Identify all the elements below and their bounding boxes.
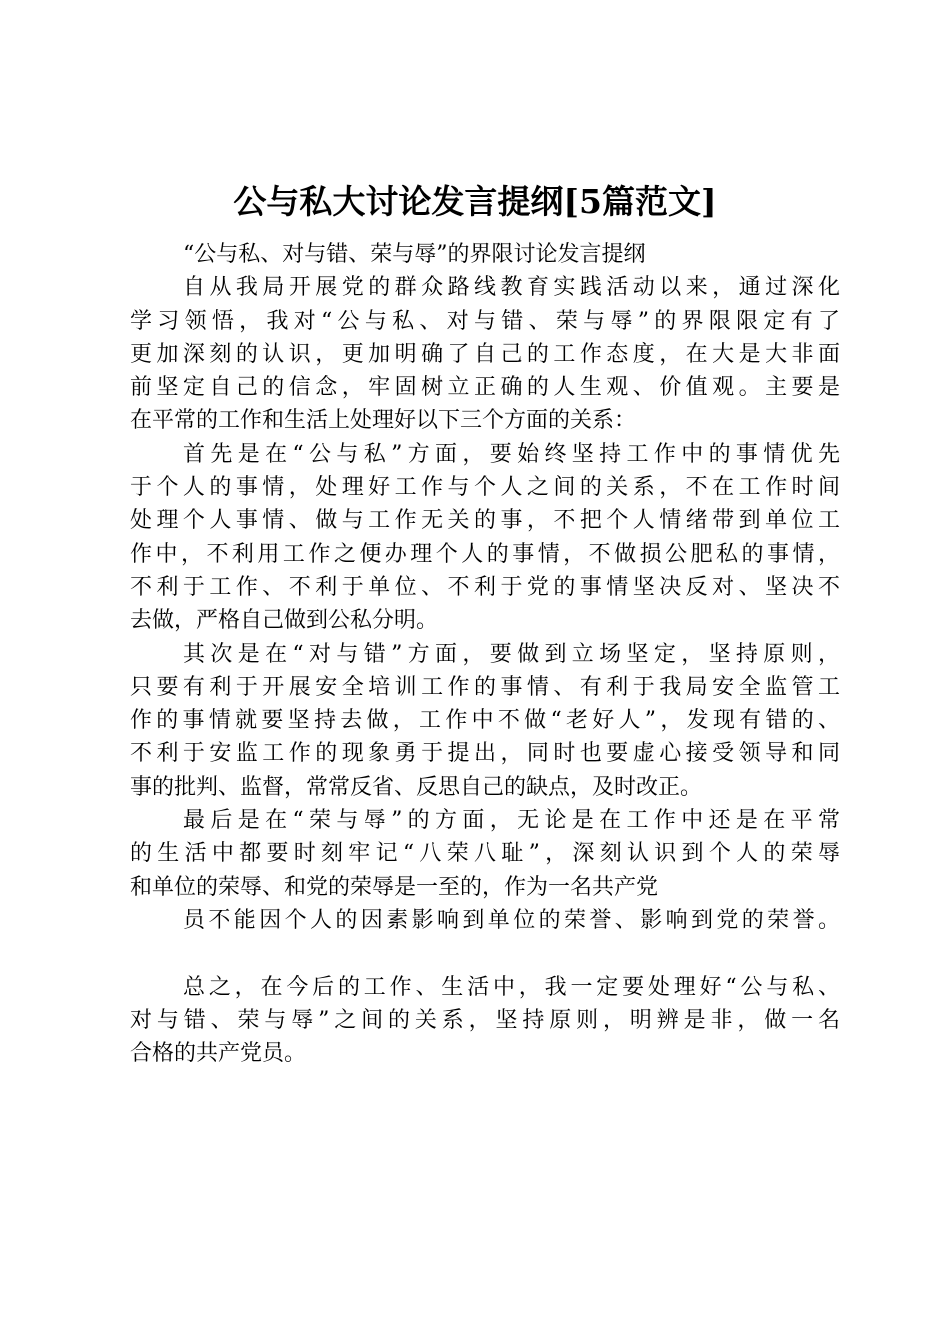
paragraph-line: 在平常的工作和生活上处理好以下三个方面的关系： <box>130 408 637 434</box>
paragraph-line: 处理个人事情、做与工作无关的事，不把个人情绪带到单位工 <box>130 508 840 534</box>
paragraph-line: 作中，不利用工作之便办理个人的事情，不做损公肥私的事情， <box>130 541 840 567</box>
paragraph-line: 和单位的荣辱、和党的荣辱是一至的，作为一名共产党 <box>130 874 659 900</box>
paragraph-line: 首先是在“公与私”方面，要始终坚持工作中的事情优先 <box>183 441 840 467</box>
paragraph-line: 的生活中都要时刻牢记“八荣八耻”，深刻认识到个人的荣辱 <box>130 841 840 867</box>
paragraph-line: 事的批判、监督，常常反省、反思自己的缺点，及时改正。 <box>130 774 703 800</box>
paragraph-line: 不利于工作、不利于单位、不利于党的事情坚决反对、坚决不 <box>130 574 840 600</box>
paragraph-line: 学习领悟，我对“公与私、对与错、荣与辱”的界限限定有了 <box>130 308 840 334</box>
paragraph-line: 前坚定自己的信念，牢固树立正确的人生观、价值观。主要是 <box>130 375 840 401</box>
paragraph-line: 总之，在今后的工作、生活中，我一定要处理好“公与私、 <box>183 974 840 1000</box>
paragraph-line: 作的事情就要坚持去做，工作中不做“老好人”，发现有错的、 <box>130 708 840 734</box>
paragraph-line: 去做，严格自己做到公私分明。 <box>130 608 439 634</box>
paragraph-line: 员不能因个人的因素影响到单位的荣誉、影响到党的荣誉。 <box>183 907 840 933</box>
paragraph-line: 于个人的事情，处理好工作与个人之间的关系，不在工作时间 <box>130 475 840 501</box>
document-title: 公与私大讨论发言提纲[5篇范文] <box>233 182 717 221</box>
paragraph-line: 自从我局开展党的群众路线教育实践活动以来，通过深化 <box>183 275 840 301</box>
paragraph-line: 其次是在“对与错”方面，要做到立场坚定，坚持原则， <box>183 641 840 667</box>
paragraph-line: 合格的共产党员。 <box>130 1041 307 1067</box>
paragraph-line: 只要有利于开展安全培训工作的事情、有利于我局安全监管工 <box>130 674 840 700</box>
blank-line <box>130 937 840 970</box>
document-body <box>130 238 840 1070</box>
paragraph-line: 更加深刻的认识，更加明确了自己的工作态度，在大是大非面 <box>130 341 840 367</box>
subtitle-line: “公与私、对与错、荣与辱”的界限讨论发言提纲 <box>183 242 646 267</box>
paragraph-line: 最后是在“荣与辱”的方面，无论是在工作中还是在平常 <box>183 808 840 834</box>
paragraph-line: 不利于安监工作的现象勇于提出，同时也要虚心接受领导和同 <box>130 741 840 767</box>
paragraph-line: 对与错、荣与辱”之间的关系，坚持原则，明辨是非，做一名 <box>130 1007 840 1033</box>
